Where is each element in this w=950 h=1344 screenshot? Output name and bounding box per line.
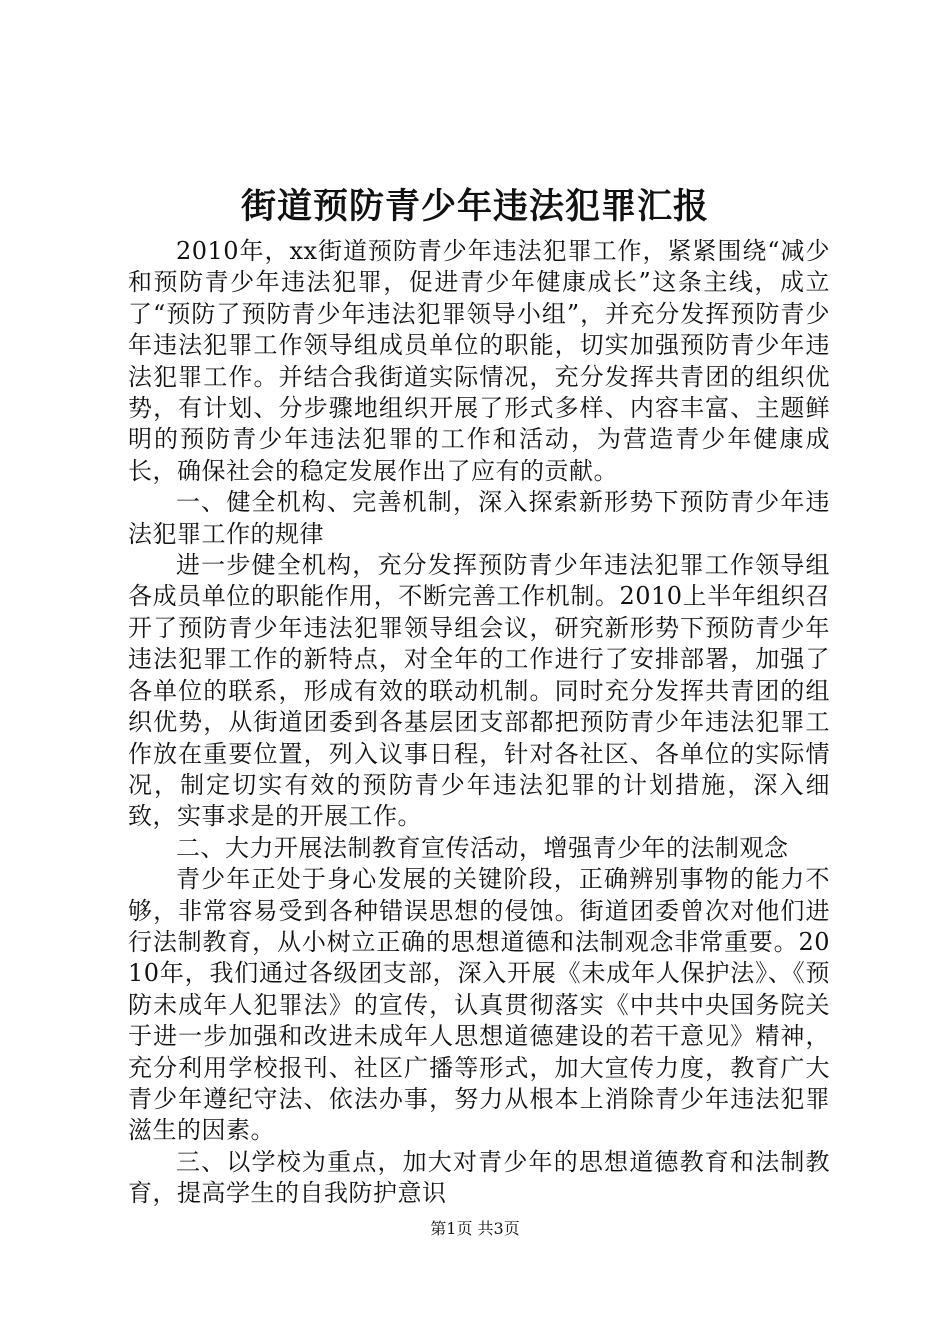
paragraph-section-1: 进一步健全机构，充分发挥预防青少年违法犯罪工作领导组各成员单位的职能作用，不断完善工作机制。2010上半年组织召开了预防青少年违法犯罪领导组会议，研究新形势下预防青少年违法犯罪工作的新特点，对全年的工作进行了安排部署，加强了各单位的联系，形成有效的联动机制。同时充分发挥共青团的组织优势，从街道团委到各基层团支部都把预防青少年违法犯罪工作放在重要位置，列入议事日程，针对各社区、各单位的实际情况，制定切实有效的预防青少年违法犯罪的计划措施，深入细致，实事求是的开展工作。	[128, 551, 830, 831]
paragraph-intro: 2010年，xx街道预防青少年违法犯罪工作，紧紧围绕“减少和预防青少年违法犯罪，促进青少年健康成长”这条主线，成立了“预防了预防青少年违法犯罪领导小组”，并充分发挥预防青少年违法犯罪工作领导组成员单位的职能，切实加强预防青少年违法犯罪工作。并结合我街道实际情况，充分发挥共青团的组织优势，有计划、分步骤地组织开展了形式多样、内容丰富、主题鲜明的预防青少年违法犯罪的工作和活动，为营造青少年健康成长，确保社会的稳定发展作出了应有的贡献。	[128, 237, 830, 485]
section-heading-3: 三、以学校为重点，加大对青少年的思想道德教育和法制教育，提高学生的自我防护意识	[128, 1147, 830, 1208]
section-heading-2: 二、大力开展法制教育宣传活动，增强青少年的法制观念	[176, 833, 789, 862]
paragraph-section-2: 青少年正处于身心发展的关键阶段，正确辨别事物的能力不够，非常容易受到各种错误思想的侵蚀。街道团委曾次对他们进行法制教育，从小树立正确的思想道德和法制观念非常重要。2010年，我们通过各级团支部，深入开展《未成年人保护法》、《预防未成年人犯罪法》的宣传，认真贯彻落实《中共中央国务院关于进一步加强和改进未成年人思想道德建设的若干意见》精神，充分利用学校报刊、社区广播等形式，加大宣传力度，教育广大青少年遵纪守法、依法办事，努力从根本上消除青少年违法犯罪滋生的因素。	[128, 865, 830, 1145]
page-number-footer: 第1页 共3页	[430, 1219, 520, 1238]
document-title: 街道预防青少年违法犯罪汇报	[240, 186, 709, 227]
section-heading-1: 一、健全机构、完善机制，深入探索新形势下预防青少年违法犯罪工作的规律	[128, 488, 830, 548]
document-body	[128, 236, 830, 1210]
